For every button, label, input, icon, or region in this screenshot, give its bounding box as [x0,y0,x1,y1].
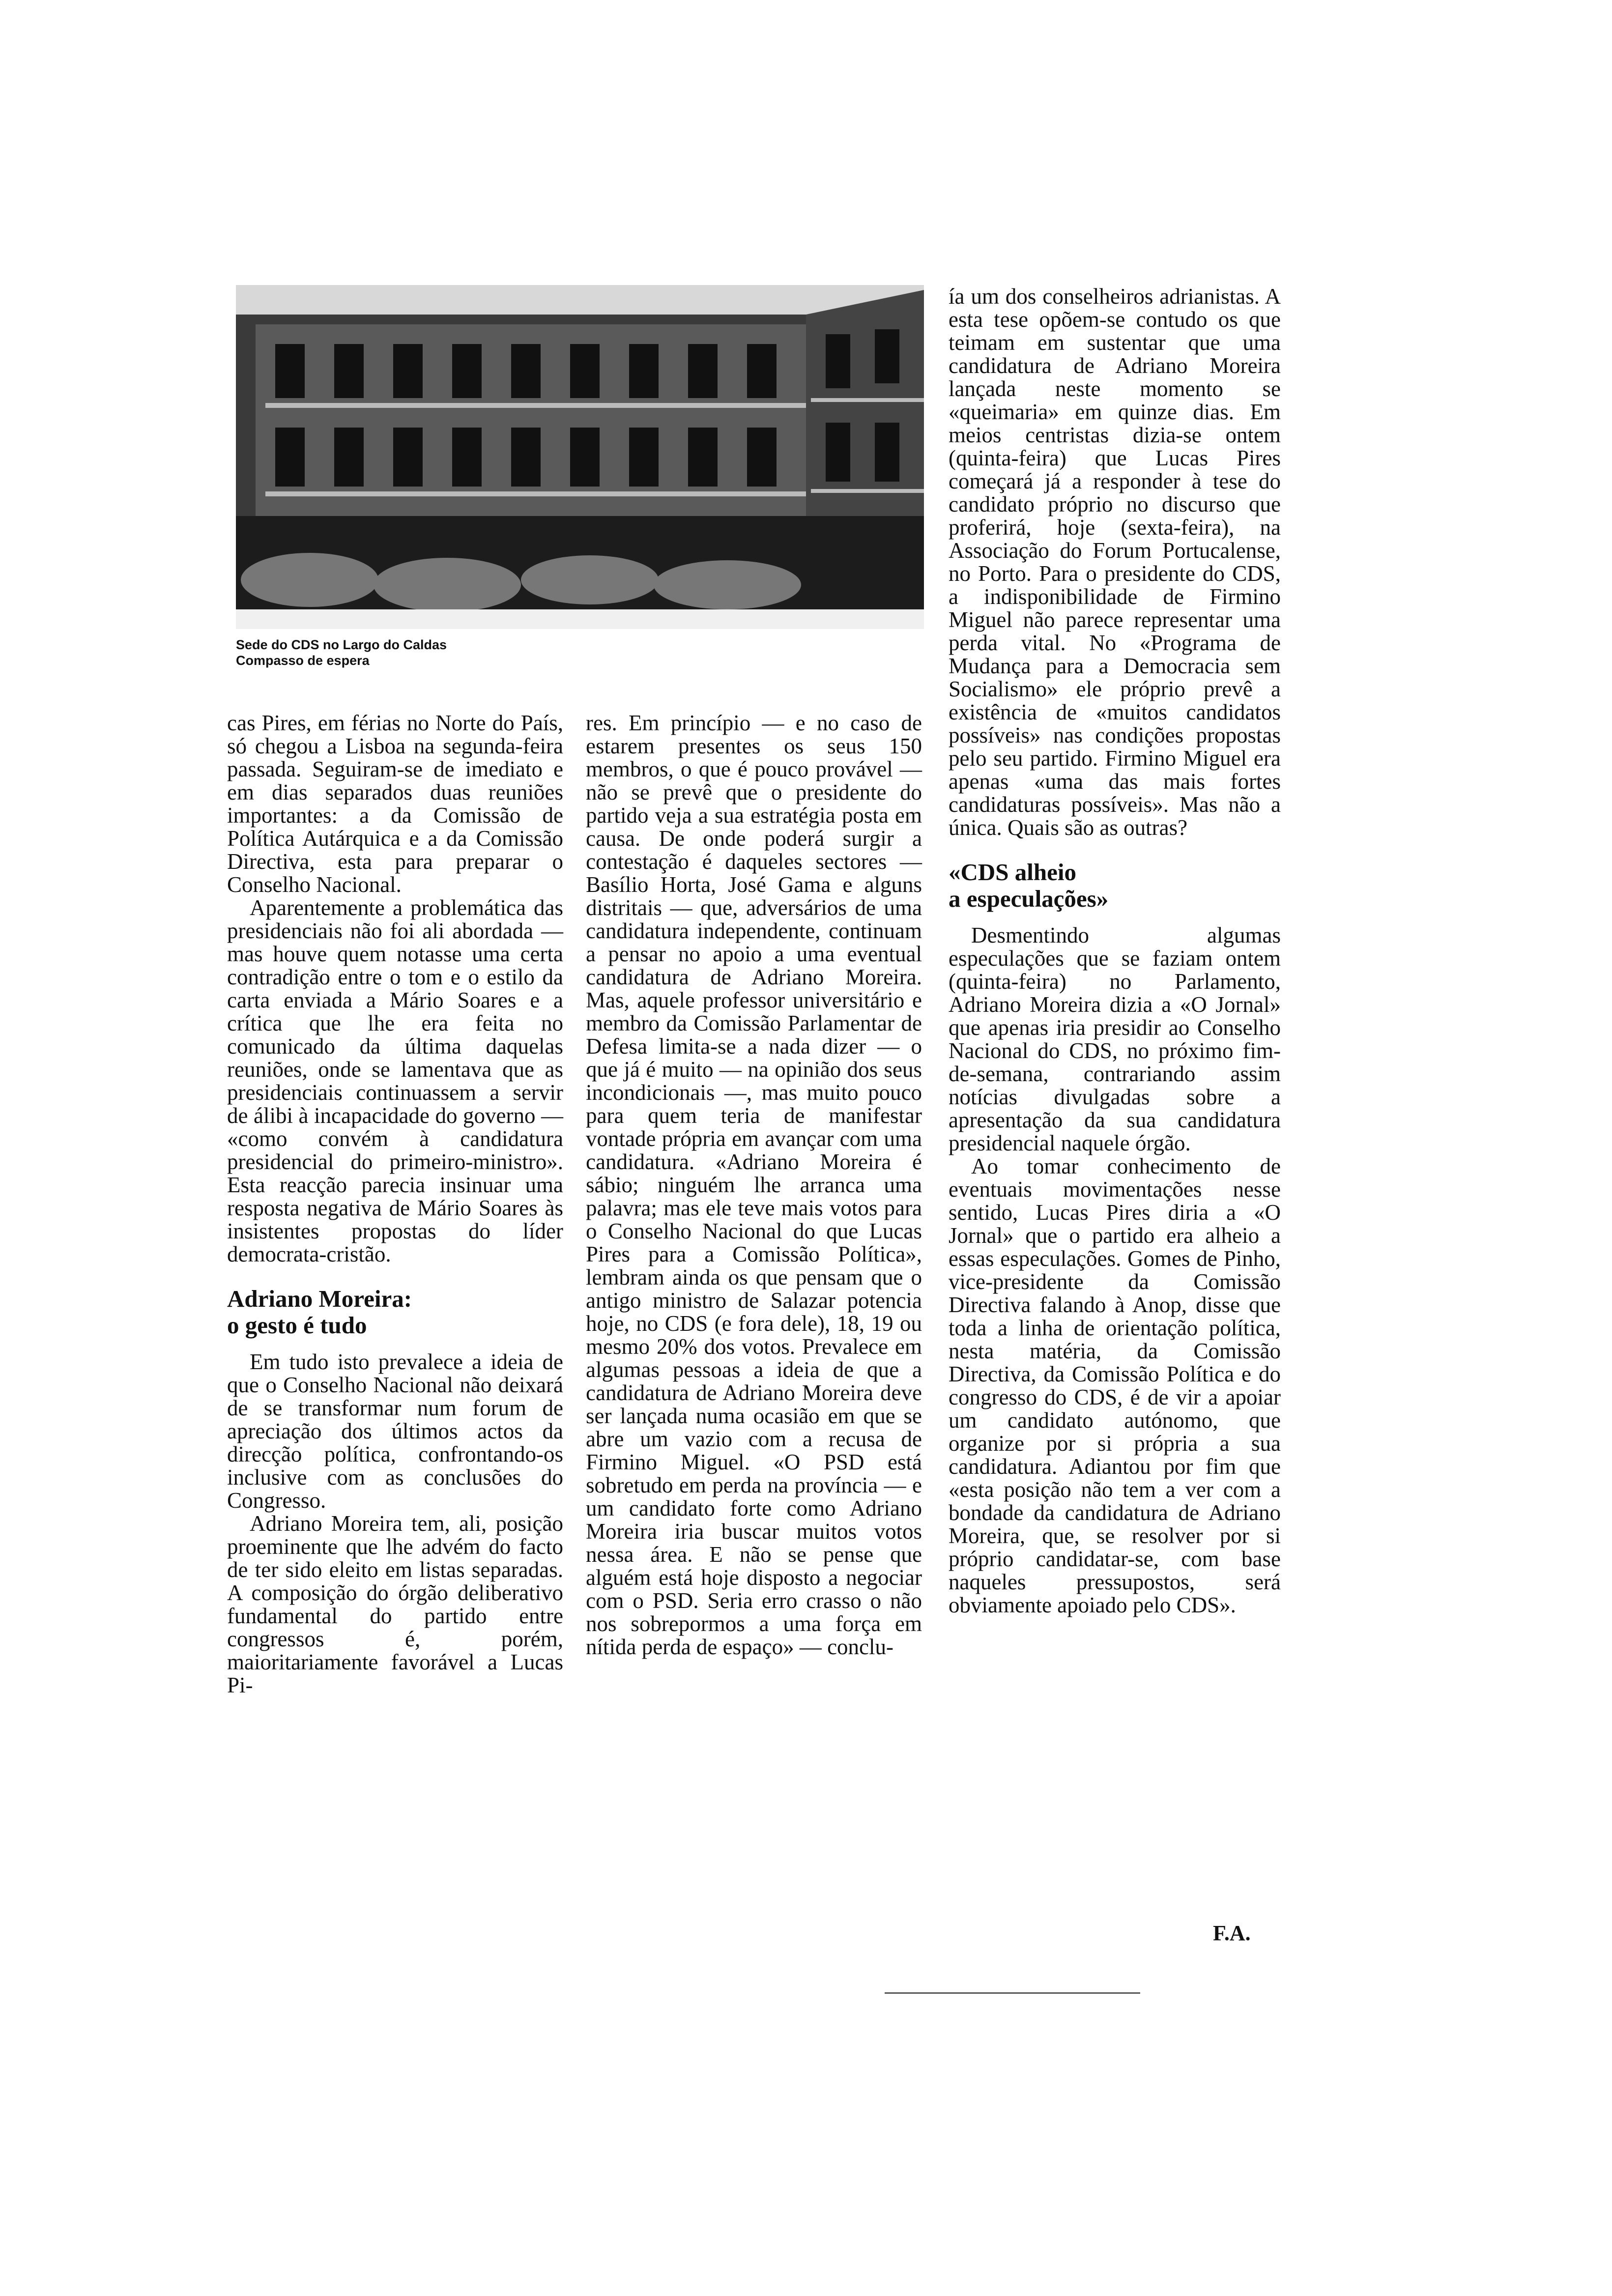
subheading-line-1: «CDS alheio [949,859,1077,886]
article-column-2 [586,712,922,1659]
subheading-line-2: o gesto é tudo [227,1312,367,1339]
article-column-3 [949,285,1281,1617]
caption-line-1: Sede do CDS no Largo do Caldas [236,637,447,652]
building-photo-illustration [236,285,924,629]
col1-paragraph-1: cas Pires, em férias no Norte do País, só chegou a Lisboa na segunda-feira passada. Seguiram-se de imediato e em dias separados duas reuniões importantes: a da Comissão de Política Autárquica e a da Comissão Directiva, esta para preparar o Conselho Nacional. [227,711,563,897]
author-signature: F.A. [1213,1921,1251,1945]
article-column-1 [227,712,563,1697]
building-photo [236,285,924,629]
col3-paragraph-1: ía um dos conselheiros adrianistas. A esta tese opõem-se contudo os que teimam em sustentar que uma candidatura de Adriano Moreira lançada neste momento se «queimaria» em quinze dias. Em meios centristas dizia-se ontem (quinta-feira) que Lucas Pires começará já a responder à tese do candidato próprio no discurso que proferirá, hoje (sexta-feira), na Associação do Forum Portucalense, no Porto. Para o presidente do CDS, a indisponibilidade de Firmino Miguel não parece representar uma perda vital. No «Programa de Mudança para a Democracia sem Socialismo» ele próprio prevê a existência de «muitos candidatos possíveis» nas condições propostas pelo seu partido. Firmino Miguel era apenas «uma das mais fortes candidaturas possíveis». Mas não a única. Quais são as outras? [949,284,1281,840]
col1-paragraph-3: Em tudo isto prevalece a ideia de que o Conselho Nacional não deixará de se transformar num forum de apreciação dos últimos actos da direcção política, confrontando-os inclusive com as conclusões do Congresso. [227,1349,563,1513]
caption-line-2: Compasso de espera [236,653,370,668]
subheading-cds-alheio [949,859,1281,912]
col3-paragraph-2: Desmentindo algumas especulações que se faziam ontem (quinta-feira) no Parlamento, Adriano Moreira dizia a «O Jornal» que apenas iria presidir ao Conselho Nacional do CDS, no próximo fim-de-semana, contrariando assim notícias divulgadas sobre a apresentação da sua candidatura presidencial naquele órgão. [949,923,1281,1155]
photo-caption [236,637,590,668]
col3-paragraph-3: Ao tomar conhecimento de eventuais movimentações nesse sentido, Lucas Pires diria a «O Jornal» que o partido era alheio a essas especulações. Gomes de Pinho, vice-presidente da Comissão Directiva falando à Anop, disse que toda a linha de orientação política, nesta matéria, da Comissão Directiva, da Comissão Política e do congresso do CDS, é de vir a apoiar um candidato autónomo, que organize por si própria a sua candidatura. Adiantou por fim que «esta posição não tem a ver com a bondade da candidatura de Adriano Moreira, que, se resolver por si próprio candidatar-se, com base naqueles pressupostos, será obviamente apoiado pelo CDS». [949,1154,1281,1617]
bottom-rule [885,1992,1140,1994]
col2-paragraph-1: res. Em princípio — e no caso de estarem presentes os seus 150 membros, o que é pouco provável — não se prevê que o presidente do partido veja a sua estratégia posta em causa. De onde poderá surgir a contestação é daqueles sectores —Basílio Horta, José Gama e alguns distritais — que, adversários de uma candidatura independente, continuam a pensar no apoio a uma eventual candidatura de Adriano Moreira. Mas, aquele professor universitário e membro da Comissão Parlamentar de Defesa limita-se a nada dizer — o que já é muito — na opinião dos seus incondicionais —, mas muito pouco para quem teria de manifestar vontade própria em avançar com uma candidatura. «Adriano Moreira é sábio; ninguém lhe arranca uma palavra; mas ele teve mais votos para o Conselho Nacional do que Lucas Pires para a Comissão Política», lembram ainda os que pensam que o antigo ministro de Salazar potencia hoje, no CDS (e fora dele), 18, 19 ou mesmo 20% dos votos. Prevalece em algumas pessoas a ideia de que a candidatura de Adriano Moreira deve ser lançada numa ocasião em que se abre um vazio com a recusa de Firmino Miguel. «O PSD está sobretudo em perda na província — e um candidato forte como Adriano Moreira iria buscar muitos votos nessa área. E não se pense que alguém está hoje disposto a negociar com o PSD. Seria erro crasso o não nos sobrepormos a uma força em nítida perda de espaço» — conclu- [586,711,922,1659]
col1-paragraph-4: Adriano Moreira tem, ali, posição proeminente que lhe advém do facto de ter sido eleito em listas separadas. A composição do órgão deliberativo fundamental do partido entre congressos é, porém, maioritariamente favorável a Lucas Pi- [227,1511,563,1697]
subheading-line-1: Adriano Moreira: [227,1285,412,1312]
subheading-adriano-moreira [227,1286,563,1339]
subheading-line-2: a especulações» [949,885,1109,912]
col1-paragraph-2: Aparentemente a problemática das presidenciais não foi ali abordada — mas houve quem notasse uma certa contradição entre o tom e o estilo da carta enviada a Mário Soares e a crítica que lhe era feita no comunicado da última daquelas reuniões, onde se lamentava que as presidenciais continuassem a servir de álibi à incapacidade do governo — «como convém à candidatura presidencial do primeiro-ministro». Esta reacção parecia insinuar uma resposta negativa de Mário Soares às insistentes propostas do líder democrata-cristão. [227,895,563,1266]
